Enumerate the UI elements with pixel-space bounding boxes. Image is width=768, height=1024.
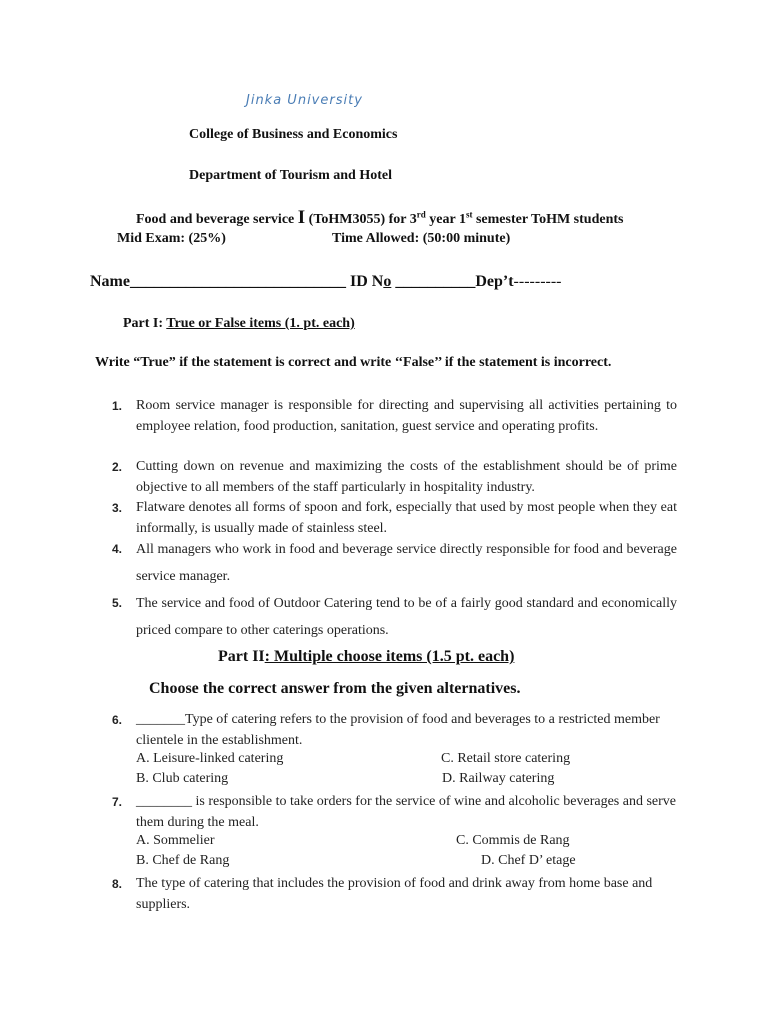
name-label: Name bbox=[90, 273, 130, 290]
q6-option-c[interactable]: C. Retail store catering bbox=[441, 751, 571, 766]
university-name: Jinka University bbox=[246, 93, 363, 108]
part2-label: Part II bbox=[218, 648, 265, 665]
id-label-o: o bbox=[383, 273, 392, 290]
semester-superscript: st bbox=[465, 209, 473, 220]
question-5 bbox=[112, 593, 677, 644]
q6-option-d[interactable]: D. Railway catering bbox=[442, 771, 555, 786]
q7-option-a[interactable]: A. Sommelier bbox=[136, 833, 215, 848]
question-4 bbox=[112, 539, 677, 590]
q7-option-d[interactable]: D. Chef D’ etage bbox=[481, 853, 576, 868]
course-numeral: I bbox=[297, 207, 306, 228]
dept-blank[interactable]: --------- bbox=[513, 273, 562, 290]
question-number: 3. bbox=[112, 501, 123, 515]
question-1 bbox=[112, 396, 677, 437]
question-number: 6. bbox=[112, 713, 123, 727]
part2-instruction: Choose the correct answer from the given alternatives. bbox=[149, 680, 521, 697]
question-8 bbox=[112, 874, 677, 915]
part1-heading bbox=[123, 316, 355, 332]
question-text: All managers who work in food and beverage service directly responsible for food and beverage service manager. bbox=[136, 542, 677, 584]
question-number: 2. bbox=[112, 460, 123, 474]
question-number: 5. bbox=[112, 596, 123, 610]
course-prefix: Food and beverage service bbox=[136, 212, 298, 227]
part1-label: Part I: bbox=[123, 316, 167, 331]
question-text: The type of catering that includes the provision of food and drink away from home base and suppliers. bbox=[136, 876, 653, 912]
question-text: Room service manager is responsible for directing and supervising all activities pertaining to employee relation, food production, sanitation, guest service and operating profits. bbox=[136, 398, 677, 434]
question-number: 8. bbox=[112, 877, 123, 891]
question-6 bbox=[112, 710, 677, 751]
part2-title: : Multiple choose items (1.5 pt. each) bbox=[264, 648, 515, 665]
course-line bbox=[136, 207, 623, 229]
q6-option-a[interactable]: A. Leisure-linked catering bbox=[136, 751, 284, 766]
name-blank[interactable]: ___________________________ bbox=[129, 273, 346, 290]
college-name: College of Business and Economics bbox=[189, 127, 398, 142]
question-2 bbox=[112, 457, 677, 498]
question-7 bbox=[112, 792, 677, 833]
year-text: year 1 bbox=[425, 212, 466, 227]
part1-instruction: Write “True” if the statement is correct and write ‘‘False’’ if the statement is incorrect. bbox=[95, 355, 612, 370]
question-number: 7. bbox=[112, 795, 123, 809]
question-number: 1. bbox=[112, 399, 123, 413]
year-superscript: rd bbox=[416, 209, 426, 220]
question-number: 4. bbox=[112, 542, 123, 556]
course-suffix: semester ToHM students bbox=[472, 212, 624, 227]
student-info-line bbox=[90, 273, 562, 291]
q7-option-b[interactable]: B. Chef de Rang bbox=[136, 853, 230, 868]
part2-heading bbox=[218, 648, 514, 666]
part1-title: True or False items (1. pt. each) bbox=[166, 316, 355, 331]
course-mid: (ToHM3055) for 3 bbox=[305, 212, 417, 227]
time-allowed: Time Allowed: (50:00 minute) bbox=[332, 231, 511, 246]
mid-exam-weight: Mid Exam: (25%) bbox=[117, 231, 226, 246]
question-text: The service and food of Outdoor Catering tend to be of a fairly good standard and economically priced compare to other caterings operations. bbox=[136, 596, 677, 638]
id-blank[interactable]: __________ bbox=[391, 273, 476, 290]
q6-option-b[interactable]: B. Club catering bbox=[136, 771, 229, 786]
id-label: ID N bbox=[345, 273, 384, 290]
question-text: Flatware denotes all forms of spoon and fork, especially that used by most people when they eat informally, is usually made of stainless steel. bbox=[136, 500, 677, 536]
department-name: Department of Tourism and Hotel bbox=[189, 168, 392, 183]
question-text: Cutting down on revenue and maximizing the costs of the establishment should be of prime objective to all members of the staff particularly in hospitality industry. bbox=[136, 459, 677, 495]
question-text: ________ is responsible to take orders for the service of wine and alcoholic beverages and serve them during the meal. bbox=[136, 794, 676, 830]
q7-option-c[interactable]: C. Commis de Rang bbox=[456, 833, 570, 848]
dept-label: Dep’t bbox=[475, 273, 514, 290]
question-text: _______Type of catering refers to the provision of food and beverages to a restricted member clientele in the establishment. bbox=[136, 712, 660, 748]
question-3 bbox=[112, 498, 677, 539]
